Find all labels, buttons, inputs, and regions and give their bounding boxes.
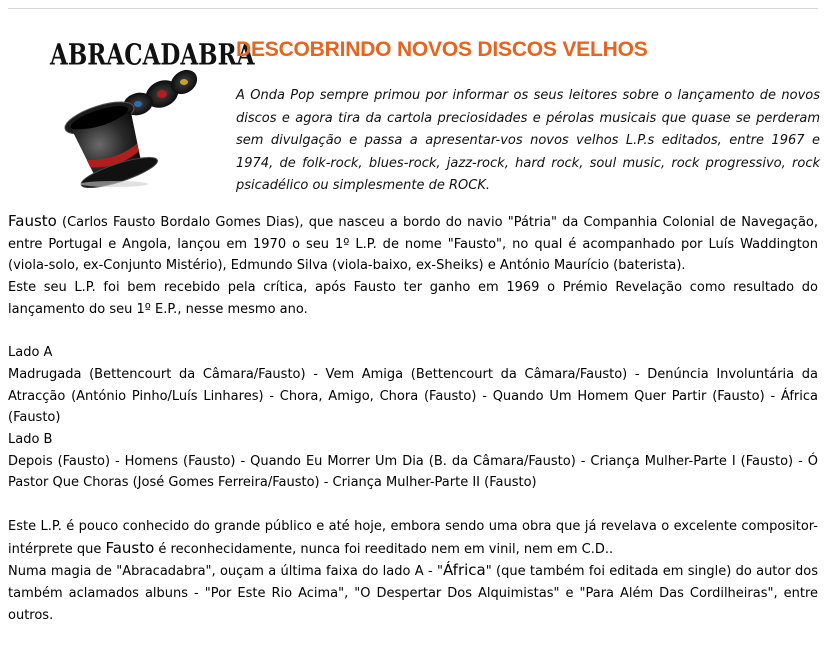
- paragraph-listen: [8, 560, 818, 626]
- spacer: [8, 321, 818, 343]
- logo-text: ABRACADABRA: [50, 38, 255, 72]
- paragraph-text: é reconhecidamente, nunca foi reeditado nem em vinil, nem em C.D..: [154, 541, 614, 557]
- article-body: [8, 211, 818, 626]
- paragraph-reception: Este seu L.P. foi bem recebido pela crítica, após Fausto ter ganho em 1969 o Prémio Revelação como resultado do lançamento do seu 1º E.P., nesse mesmo ano.: [8, 280, 818, 317]
- spacer: [8, 494, 818, 516]
- magic-hat-icon: [50, 64, 210, 188]
- side-a-label: Lado A: [8, 345, 53, 361]
- paragraph-text: " (que também foi editada em single) do autor dos também aclamados albuns - "Por Este Rio Acima", "O Despertar Dos Alquimistas" e "Para Além Das Cordilheiras", entre outros.: [8, 564, 818, 623]
- intro-text: A Onda Pop sempre primou por informar os seus leitores sobre o lançamento de novos discos e agora tira da cartola preciosidades e pérolas musicais que quase se perderam sem divulgação e passa a apresentar-vos novos velhos L.P.s editados, entre 1967 e 1974, de folk-rock, blues-rock, jazz-rock, hard rock, soul music, rock progressivo, rock psicadélico ou simplesmente de ROCK.: [236, 88, 820, 193]
- abracadabra-logo: [50, 38, 255, 188]
- paragraph-artist: [8, 211, 818, 277]
- top-divider: [8, 8, 818, 9]
- paragraph-obscurity: [8, 516, 818, 560]
- side-b-tracks: Depois (Fausto) - Homens (Fausto) - Quando Eu Morrer Um Dia (B. da Câmara/Fausto) - Criança Mulher-Parte I (Fausto) - Ó Pastor Que Choras (José Gomes Ferreira/Fausto) - Criança Mulher-Parte II (Fausto): [8, 453, 818, 491]
- paragraph-text: (Carlos Fausto Bordalo Gomes Dias), que nasceu a bordo do navio "Pátria" da Companhia Colonial de Navegação, entre Portugal e Angola, lançou em 1970 o seu 1º L.P. de nome "Fausto", no qual é acompanhado por Luís Waddington (viola-solo, ex-Conjunto Mistério), Edmundo Silva (viola-baixo, ex-Sheiks) e António Maurício (baterista).: [8, 215, 818, 274]
- side-a-tracks: Madrugada (Bettencourt da Câmara/Fausto) - Vem Amiga (Bettencourt da Câmara/Fausto) - Denúncia Involuntária da Atracção (António Pinho/Luís Linhares) - Chora, Amigo, Chora (Fausto) - Quando Um Homem Quer Partir (Fausto) - África (Fausto): [8, 366, 818, 426]
- artist-name: Fausto: [105, 538, 155, 557]
- track-name: África: [442, 561, 486, 580]
- artist-name: Fausto: [8, 212, 57, 230]
- side-b-label: Lado B: [8, 432, 53, 448]
- paragraph-text: Numa magia de "Abracadabra", ouçam a última faixa do lado A - ": [8, 564, 443, 580]
- page-title: DESCOBRINDO NOVOS DISCOS VELHOS: [236, 38, 648, 61]
- paragraph-text: Este L.P. é pouco conhecido do grande público e até hoje, embora sendo uma obra que já revelava o excelente compositor-intérprete que: [8, 518, 818, 557]
